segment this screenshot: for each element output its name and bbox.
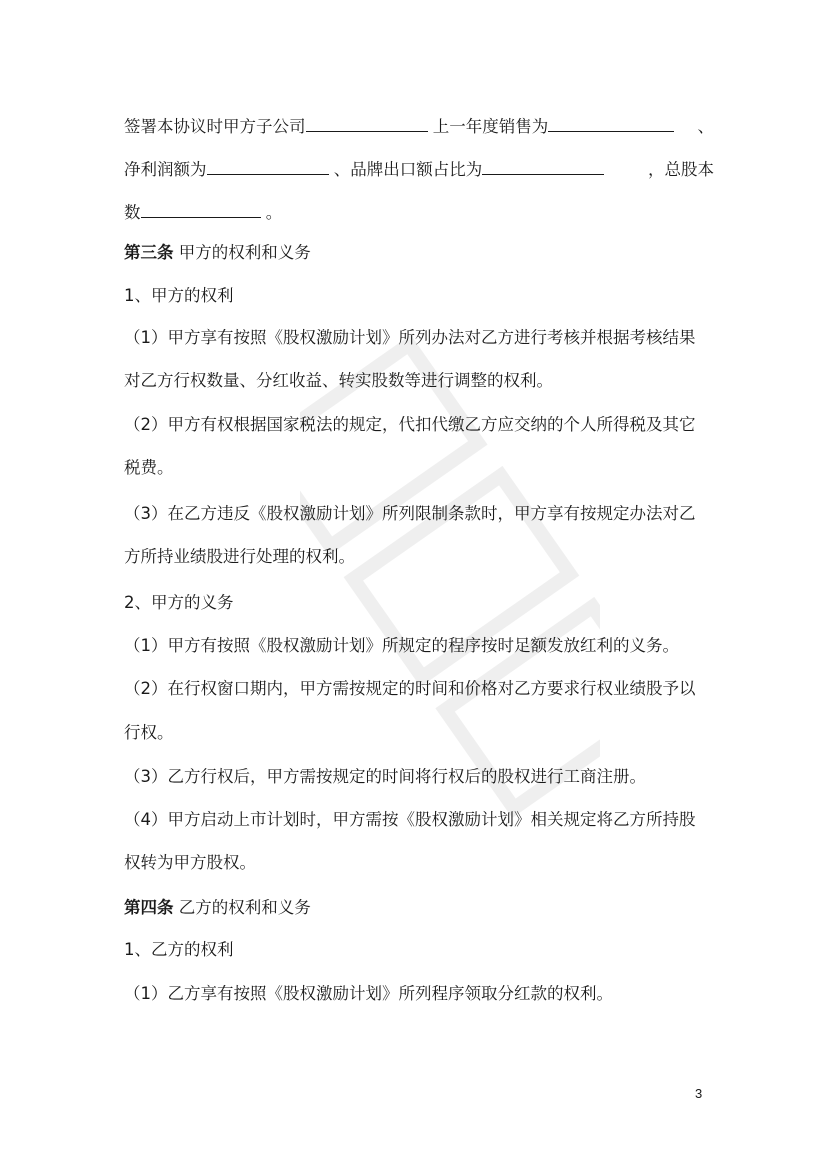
article-title: 乙方的权利和义务 (178, 898, 311, 917)
article-number: 第三条 (124, 243, 174, 262)
text: 、品牌出口额占比为 (333, 160, 483, 179)
fill-line-2 (124, 156, 714, 182)
clause-line: （4）甲方启动上市计划时，甲方需按《股权激励计划》相关规定将乙方所持股 (124, 810, 696, 829)
fill-line-3 (124, 199, 714, 225)
text: 签署本协议时甲方子公司 (124, 117, 306, 136)
clause-line: 税费。 (124, 458, 174, 477)
article-4-heading (124, 896, 714, 920)
page-number: 3 (695, 1086, 703, 1101)
clause-line: （1）乙方享有按照《股权激励计划》所列程序领取分红款的权利。 (124, 984, 613, 1003)
text: 净利润额为 (124, 160, 207, 179)
article-title: 甲方的权利和义务 (178, 243, 311, 262)
clause-line: （1）甲方享有按照《股权激励计划》所列办法对乙方进行考核并根据考核结果 (124, 328, 696, 347)
clause-line: 方所持业绩股进行处理的权利。 (124, 547, 355, 566)
text: 数 (124, 203, 141, 222)
clause-line: （3）乙方行权后，甲方需按规定的时间将行权后的股权进行工商注册。 (124, 767, 646, 786)
blank-field[interactable] (548, 113, 674, 132)
section-heading: 1、乙方的权利 (124, 940, 234, 959)
text: 。 (265, 203, 283, 222)
clause-line: （3）在乙方违反《股权激励计划》所列限制条款时，甲方享有按规定办法对乙 (124, 504, 696, 523)
blank-field[interactable] (207, 156, 329, 175)
clause-line: （2）在行权窗口期内，甲方需按规定的时间和价格对乙方要求行权业绩股予以 (124, 679, 696, 698)
section-heading: 2、甲方的义务 (124, 593, 234, 612)
clause-line: 对乙方行权数量、分红收益、转实股数等进行调整的权利。 (124, 371, 553, 390)
blank-field[interactable] (141, 199, 261, 218)
text: ，总股本 (648, 160, 714, 179)
article-3-heading (124, 241, 714, 265)
text: 、 (697, 117, 714, 136)
text: 上一年度销售为 (432, 117, 549, 136)
fill-line-1 (124, 113, 714, 139)
blank-field[interactable] (482, 156, 604, 175)
blank-field[interactable] (306, 113, 428, 132)
clause-line: （2）甲方有权根据国家税法的规定，代扣代缴乙方应交纳的个人所得税及其它 (124, 415, 696, 434)
clause-line: （1）甲方有按照《股权激励计划》所规定的程序按时足额发放红利的义务。 (124, 636, 679, 655)
section-heading: 1、甲方的权利 (124, 286, 234, 305)
article-number: 第四条 (124, 898, 174, 917)
clause-line: 权转为甲方股权。 (124, 853, 256, 872)
clause-line: 行权。 (124, 723, 174, 742)
